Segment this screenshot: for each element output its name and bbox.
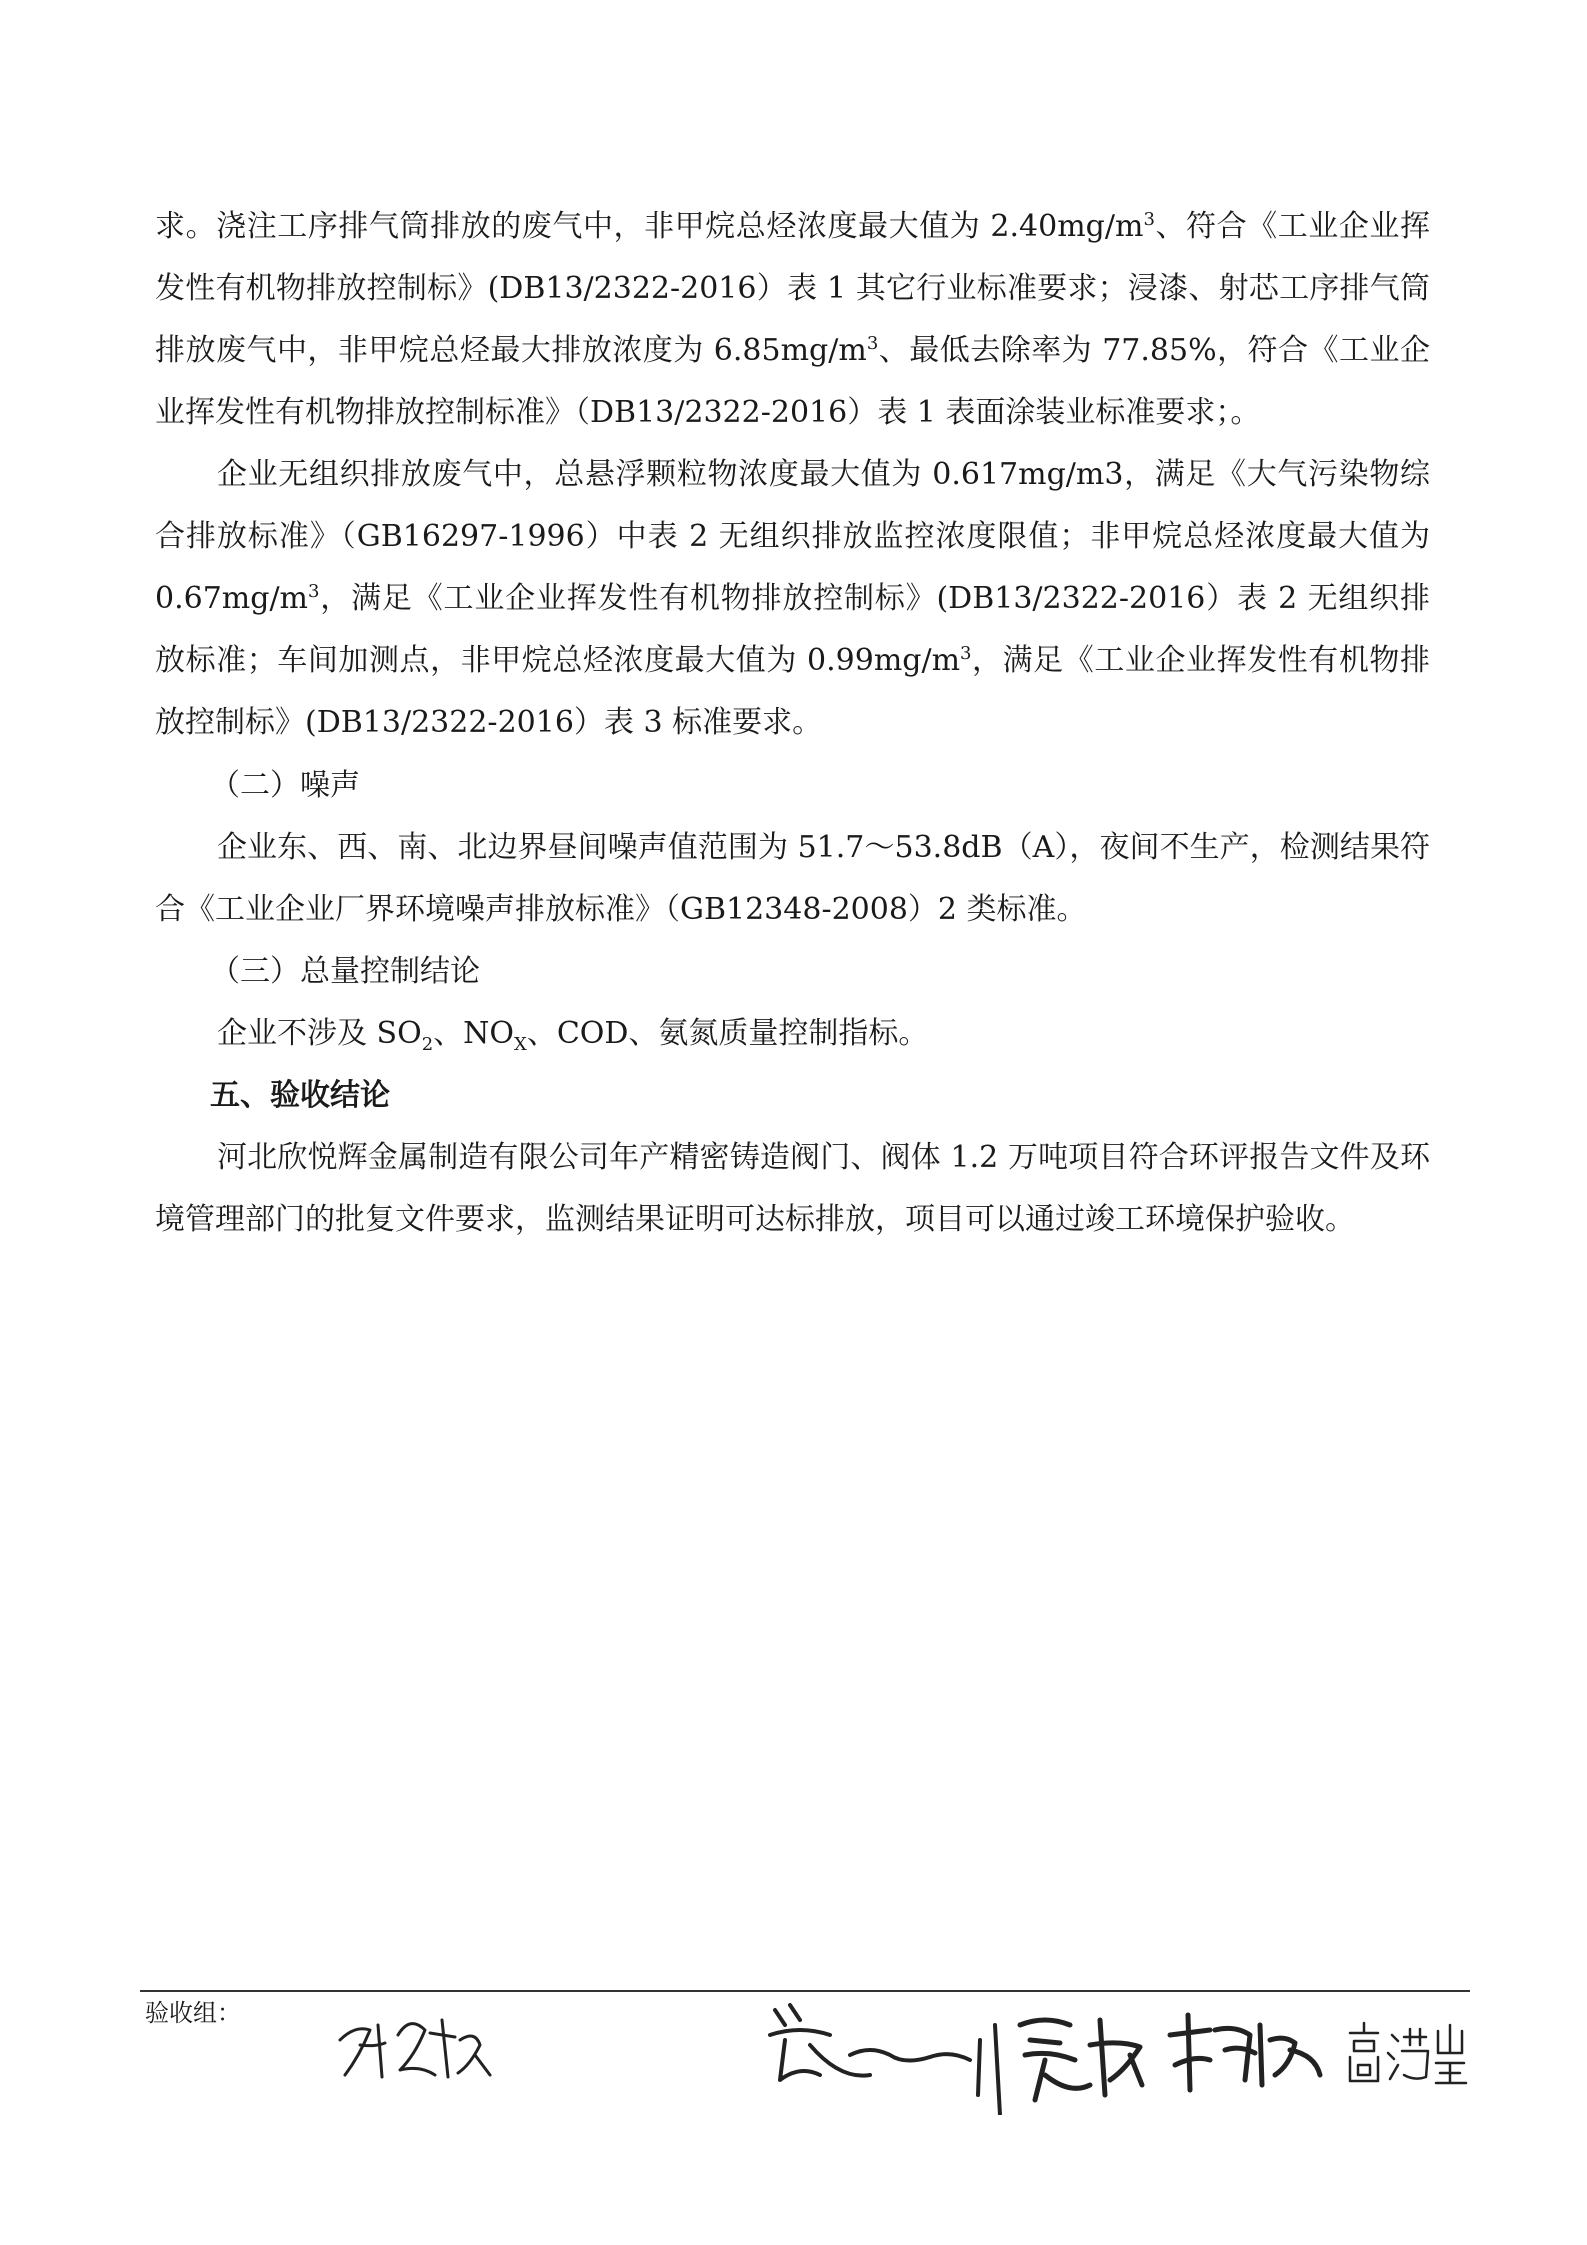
p2-sup-a: 3	[308, 581, 320, 602]
signature-4	[1350, 2023, 1466, 2083]
signature-2	[770, 2005, 1142, 2115]
signature-1	[340, 2020, 490, 2077]
heading-conclusion: 五、验收结论	[210, 1078, 390, 1113]
p1-text-b: 、符合《工业企业挥发性有机物排放控制标》(DB13/2322-2016）表 1 其它行业标准要求；浸漆、射芯工序排气筒排放废气中，非甲烷总烃最大排放浓度为 6.85mg/m	[155, 209, 1430, 368]
p4-sub-a: 2	[421, 1034, 434, 1055]
paragraph-conclusion: 河北欣悦辉金属制造有限公司年产精密铸造阀门、阀体 1.2 万吨项目符合环评报告文件及环境管理部门的批复文件要求，监测结果证明可达标排放，项目可以通过竣工环境保护验收。	[155, 1140, 1430, 1237]
p1-text-a: 求。浇注工序排气筒排放的废气中，非甲烷总烃浓度最大值为 2.40mg/m	[155, 209, 1144, 244]
paragraph-exhaust-emissions	[155, 196, 1430, 444]
p1-text-c: 、最低去除率为 77.85%，符合《工业企业挥发性有机物排放控制标准》（DB13/2322-2016）表 1 表面涂装业标准要求；。	[155, 333, 1430, 430]
p4-sub-b: X	[514, 1034, 527, 1055]
signature-3	[1170, 2015, 1320, 2090]
sign-label: 验收组：	[145, 1999, 241, 2027]
p2-text-a: 企业无组织排放废气中，总悬浮颗粒物浓度最大值为 0.617mg/m3，满足《大气污染物综合排放标准》（GB16297-1996）中表 2 无组织排放监控浓度限值；非甲烷总烃浓度最大值为 0.67mg/m	[155, 457, 1430, 616]
p2-text-c: ，满足《工业企业挥发性有机物排放控制标》(DB13/2322-2016）表 3 标准要求。	[155, 643, 1430, 740]
paragraph-fugitive-emissions	[155, 444, 1430, 754]
p4-text-c: 、COD、氨氮质量控制指标。	[526, 1016, 929, 1051]
p2-sup-b: 3	[960, 643, 972, 664]
heading-noise: （二）噪声	[210, 768, 360, 803]
p2-text-b: ，满足《工业企业挥发性有机物排放控制标》(DB13/2322-2016）表 2 无组织排放标准；车间加测点，非甲烷总烃浓度最大值为 0.99mg/m	[155, 581, 1430, 678]
paragraph-total-control	[155, 1003, 1430, 1065]
p4-text-a: 企业不涉及 SO	[217, 1016, 422, 1051]
p1-sup-a: 3	[1143, 209, 1155, 230]
p1-sup-b: 3	[866, 333, 879, 354]
signatures-handwritten	[330, 1985, 1490, 2115]
heading-total-control: （三）总量控制结论	[210, 954, 480, 989]
paragraph-noise: 企业东、西、南、北边界昼间噪声值范围为 51.7～53.8dB（A），夜间不生产，检测结果符合《工业企业厂界环境噪声排放标准》（GB12348-2008）2 类标准。	[155, 830, 1430, 927]
p4-text-b: 、NO	[433, 1016, 514, 1051]
